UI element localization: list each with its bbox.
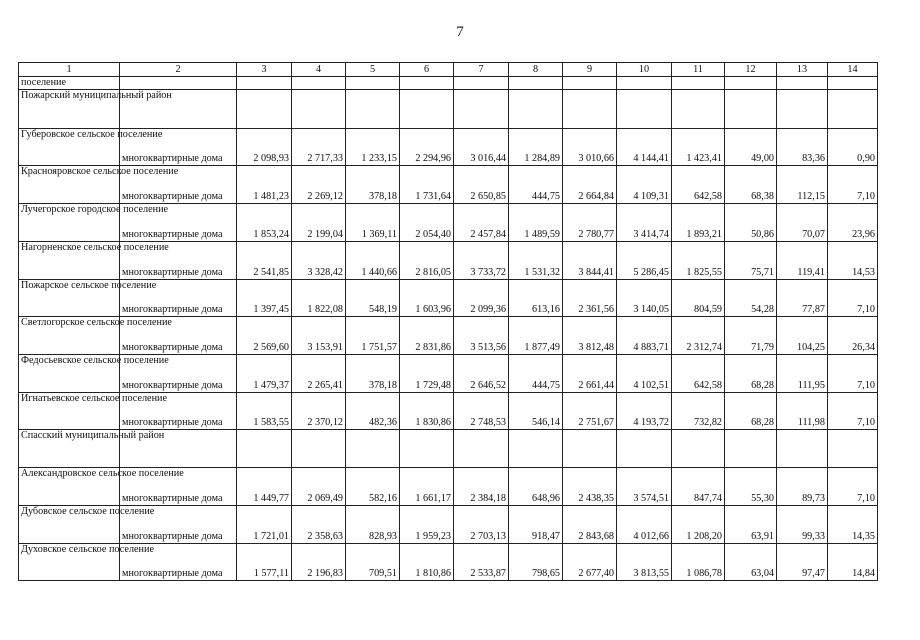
value-cell: 3 140,05	[617, 280, 672, 317]
settlement-name: Александровское сельское поселение	[19, 468, 120, 506]
value-cell: 2 196,83	[292, 544, 346, 581]
value-cell: 3 813,55	[617, 544, 672, 581]
value-cell: 7,10	[828, 468, 878, 506]
settlement-name: Пожарское сельское поселение	[19, 280, 120, 317]
tariff-table	[18, 62, 878, 581]
value-cell: 1 751,57	[346, 317, 400, 355]
value-cell: 75,71	[725, 242, 777, 280]
value-cell: 3 153,91	[292, 317, 346, 355]
settlement-name: поселение	[19, 77, 120, 90]
value-cell	[454, 430, 509, 468]
column-number: 2	[120, 63, 237, 77]
value-cell	[777, 430, 828, 468]
value-cell: 49,00	[725, 129, 777, 166]
settlement-name: Краснояровское сельское поселение	[19, 166, 120, 204]
value-cell	[725, 90, 777, 129]
value-cell	[617, 77, 672, 90]
value-cell: 1 233,15	[346, 129, 400, 166]
value-cell: 444,75	[509, 166, 563, 204]
value-cell: 1 489,59	[509, 204, 563, 242]
value-cell: 7,10	[828, 355, 878, 393]
value-cell: 482,36	[346, 393, 400, 430]
value-cell: 63,91	[725, 506, 777, 544]
value-cell	[617, 430, 672, 468]
value-cell: 0,90	[828, 129, 878, 166]
value-cell	[672, 77, 725, 90]
value-cell	[828, 90, 878, 129]
value-cell: 1 479,37	[237, 355, 292, 393]
value-cell	[237, 77, 292, 90]
value-cell: 4 144,41	[617, 129, 672, 166]
value-cell	[509, 77, 563, 90]
value-cell: 4 102,51	[617, 355, 672, 393]
value-cell: 2 831,86	[400, 317, 454, 355]
value-cell: 2 816,05	[400, 242, 454, 280]
value-cell: 119,41	[777, 242, 828, 280]
column-number: 14	[828, 63, 878, 77]
value-cell: 77,87	[777, 280, 828, 317]
value-cell: 546,14	[509, 393, 563, 430]
value-cell: 2 069,49	[292, 468, 346, 506]
column-number: 9	[563, 63, 617, 77]
value-cell: 99,33	[777, 506, 828, 544]
housing-type: многоквартирные дома	[120, 242, 237, 280]
value-cell: 1 397,45	[237, 280, 292, 317]
table-row	[19, 544, 878, 581]
value-cell: 378,18	[346, 355, 400, 393]
value-cell: 3 328,42	[292, 242, 346, 280]
column-number: 11	[672, 63, 725, 77]
value-cell	[509, 90, 563, 129]
value-cell: 1 825,55	[672, 242, 725, 280]
value-cell: 2 054,40	[400, 204, 454, 242]
value-cell: 1 086,78	[672, 544, 725, 581]
value-cell	[509, 430, 563, 468]
value-cell	[454, 90, 509, 129]
value-cell: 648,96	[509, 468, 563, 506]
value-cell: 444,75	[509, 355, 563, 393]
value-cell	[777, 90, 828, 129]
table-row	[19, 129, 878, 166]
value-cell: 3 733,72	[454, 242, 509, 280]
housing-type: многоквартирные дома	[120, 317, 237, 355]
value-cell: 1 583,55	[237, 393, 292, 430]
value-cell: 642,58	[672, 355, 725, 393]
value-cell: 2 748,53	[454, 393, 509, 430]
value-cell	[563, 430, 617, 468]
value-cell	[725, 77, 777, 90]
housing-type: многоквартирные дома	[120, 544, 237, 581]
value-cell	[672, 430, 725, 468]
housing-type: многоквартирные дома	[120, 355, 237, 393]
value-cell: 3 812,48	[563, 317, 617, 355]
value-cell	[400, 77, 454, 90]
value-cell: 111,95	[777, 355, 828, 393]
settlement-name: Губеровское сельское поселение	[19, 129, 120, 166]
value-cell: 548,19	[346, 280, 400, 317]
value-cell	[400, 90, 454, 129]
table-row	[19, 355, 878, 393]
column-number: 6	[400, 63, 454, 77]
value-cell: 2 664,84	[563, 166, 617, 204]
housing-type: многоквартирные дома	[120, 506, 237, 544]
value-cell: 2 294,96	[400, 129, 454, 166]
value-cell: 4 883,71	[617, 317, 672, 355]
value-cell: 97,47	[777, 544, 828, 581]
value-cell: 2 661,44	[563, 355, 617, 393]
table-row	[19, 317, 878, 355]
value-cell: 3 414,74	[617, 204, 672, 242]
value-cell: 1 721,01	[237, 506, 292, 544]
settlement-name: Лучегорское городское поселение	[19, 204, 120, 242]
column-number-row	[19, 63, 878, 77]
value-cell: 918,47	[509, 506, 563, 544]
value-cell: 2 751,67	[563, 393, 617, 430]
value-cell: 1 531,32	[509, 242, 563, 280]
value-cell: 2 438,35	[563, 468, 617, 506]
value-cell: 2 199,04	[292, 204, 346, 242]
value-cell	[725, 430, 777, 468]
value-cell: 104,25	[777, 317, 828, 355]
value-cell: 582,16	[346, 468, 400, 506]
value-cell: 1 661,17	[400, 468, 454, 506]
value-cell: 50,86	[725, 204, 777, 242]
value-cell: 1 369,11	[346, 204, 400, 242]
settlement-name: Пожарский муниципальный район	[19, 90, 120, 129]
value-cell	[563, 90, 617, 129]
value-cell: 71,79	[725, 317, 777, 355]
value-cell: 2 717,33	[292, 129, 346, 166]
value-cell: 5 286,45	[617, 242, 672, 280]
value-cell: 2 843,68	[563, 506, 617, 544]
housing-type: многоквартирные дома	[120, 166, 237, 204]
value-cell: 847,74	[672, 468, 725, 506]
value-cell	[828, 430, 878, 468]
settlement-name: Светлогорское сельское поселение	[19, 317, 120, 355]
value-cell: 1 959,23	[400, 506, 454, 544]
value-cell: 7,10	[828, 393, 878, 430]
value-cell: 1 830,86	[400, 393, 454, 430]
value-cell: 2 677,40	[563, 544, 617, 581]
value-cell: 2 541,85	[237, 242, 292, 280]
value-cell: 4 193,72	[617, 393, 672, 430]
value-cell: 1 822,08	[292, 280, 346, 317]
value-cell: 4 012,66	[617, 506, 672, 544]
value-cell: 1 481,23	[237, 166, 292, 204]
table-row	[19, 393, 878, 430]
column-number: 5	[346, 63, 400, 77]
value-cell: 1 449,77	[237, 468, 292, 506]
column-number: 10	[617, 63, 672, 77]
value-cell: 3 016,44	[454, 129, 509, 166]
value-cell: 2 569,60	[237, 317, 292, 355]
housing-type	[120, 77, 237, 90]
column-number: 1	[19, 63, 120, 77]
value-cell: 828,93	[346, 506, 400, 544]
value-cell: 14,35	[828, 506, 878, 544]
value-cell: 83,36	[777, 129, 828, 166]
value-cell: 2 533,87	[454, 544, 509, 581]
value-cell: 613,16	[509, 280, 563, 317]
value-cell	[454, 77, 509, 90]
value-cell: 68,38	[725, 166, 777, 204]
value-cell	[346, 90, 400, 129]
table-row	[19, 204, 878, 242]
settlement-name: Духовское сельское поселение	[19, 544, 120, 581]
settlement-name: Игнатьевское сельское поселение	[19, 393, 120, 430]
value-cell: 2 099,36	[454, 280, 509, 317]
value-cell: 709,51	[346, 544, 400, 581]
value-cell: 54,28	[725, 280, 777, 317]
value-cell: 1 877,49	[509, 317, 563, 355]
column-number: 4	[292, 63, 346, 77]
value-cell: 1 208,20	[672, 506, 725, 544]
table-row	[19, 280, 878, 317]
table-row	[19, 90, 878, 129]
value-cell: 55,30	[725, 468, 777, 506]
page-number: 7	[456, 24, 464, 40]
value-cell	[237, 90, 292, 129]
value-cell	[346, 430, 400, 468]
value-cell: 2 646,52	[454, 355, 509, 393]
value-cell: 2 703,13	[454, 506, 509, 544]
value-cell: 2 361,56	[563, 280, 617, 317]
value-cell: 2 650,85	[454, 166, 509, 204]
value-cell: 1 810,86	[400, 544, 454, 581]
value-cell: 1 440,66	[346, 242, 400, 280]
value-cell	[828, 77, 878, 90]
value-cell: 3 574,51	[617, 468, 672, 506]
value-cell: 642,58	[672, 166, 725, 204]
value-cell	[617, 90, 672, 129]
value-cell: 1 577,11	[237, 544, 292, 581]
settlement-name: Спасский муниципальный район	[19, 430, 120, 468]
value-cell	[346, 77, 400, 90]
column-number: 3	[237, 63, 292, 77]
value-cell: 2 384,18	[454, 468, 509, 506]
value-cell	[292, 90, 346, 129]
table-row	[19, 506, 878, 544]
value-cell: 4 109,31	[617, 166, 672, 204]
value-cell: 1 603,96	[400, 280, 454, 317]
value-cell	[292, 430, 346, 468]
table-row	[19, 166, 878, 204]
housing-type: многоквартирные дома	[120, 204, 237, 242]
value-cell: 3 844,41	[563, 242, 617, 280]
value-cell: 2 312,74	[672, 317, 725, 355]
value-cell: 2 358,63	[292, 506, 346, 544]
value-cell: 68,28	[725, 355, 777, 393]
value-cell: 1 731,64	[400, 166, 454, 204]
housing-type: многоквартирные дома	[120, 129, 237, 166]
value-cell: 1 853,24	[237, 204, 292, 242]
value-cell: 2 269,12	[292, 166, 346, 204]
value-cell: 378,18	[346, 166, 400, 204]
value-cell: 70,07	[777, 204, 828, 242]
value-cell: 3 513,56	[454, 317, 509, 355]
value-cell: 2 780,77	[563, 204, 617, 242]
value-cell	[400, 430, 454, 468]
value-cell: 798,65	[509, 544, 563, 581]
value-cell: 732,82	[672, 393, 725, 430]
column-number: 8	[509, 63, 563, 77]
value-cell: 7,10	[828, 280, 878, 317]
value-cell: 1 893,21	[672, 204, 725, 242]
value-cell	[563, 77, 617, 90]
value-cell: 804,59	[672, 280, 725, 317]
value-cell: 2 098,93	[237, 129, 292, 166]
value-cell: 1 423,41	[672, 129, 725, 166]
value-cell: 2 457,84	[454, 204, 509, 242]
value-cell: 2 265,41	[292, 355, 346, 393]
column-number: 7	[454, 63, 509, 77]
value-cell: 7,10	[828, 166, 878, 204]
column-number: 13	[777, 63, 828, 77]
value-cell: 14,53	[828, 242, 878, 280]
value-cell: 68,28	[725, 393, 777, 430]
value-cell: 1 284,89	[509, 129, 563, 166]
settlement-name: Дубовское сельское поселение	[19, 506, 120, 544]
housing-type: многоквартирные дома	[120, 468, 237, 506]
value-cell: 2 370,12	[292, 393, 346, 430]
value-cell	[777, 77, 828, 90]
value-cell: 26,34	[828, 317, 878, 355]
value-cell: 1 729,48	[400, 355, 454, 393]
table-row	[19, 468, 878, 506]
value-cell	[672, 90, 725, 129]
value-cell: 89,73	[777, 468, 828, 506]
table-row	[19, 77, 878, 90]
housing-type: многоквартирные дома	[120, 280, 237, 317]
settlement-name: Федосьевское сельское поселение	[19, 355, 120, 393]
value-cell	[292, 77, 346, 90]
value-cell: 3 010,66	[563, 129, 617, 166]
settlement-name: Нагорненское сельское поселение	[19, 242, 120, 280]
value-cell: 14,84	[828, 544, 878, 581]
table-row	[19, 430, 878, 468]
column-number: 12	[725, 63, 777, 77]
value-cell: 112,15	[777, 166, 828, 204]
value-cell: 111,98	[777, 393, 828, 430]
value-cell: 23,96	[828, 204, 878, 242]
value-cell	[237, 430, 292, 468]
value-cell: 63,04	[725, 544, 777, 581]
housing-type: многоквартирные дома	[120, 393, 237, 430]
table-row	[19, 242, 878, 280]
